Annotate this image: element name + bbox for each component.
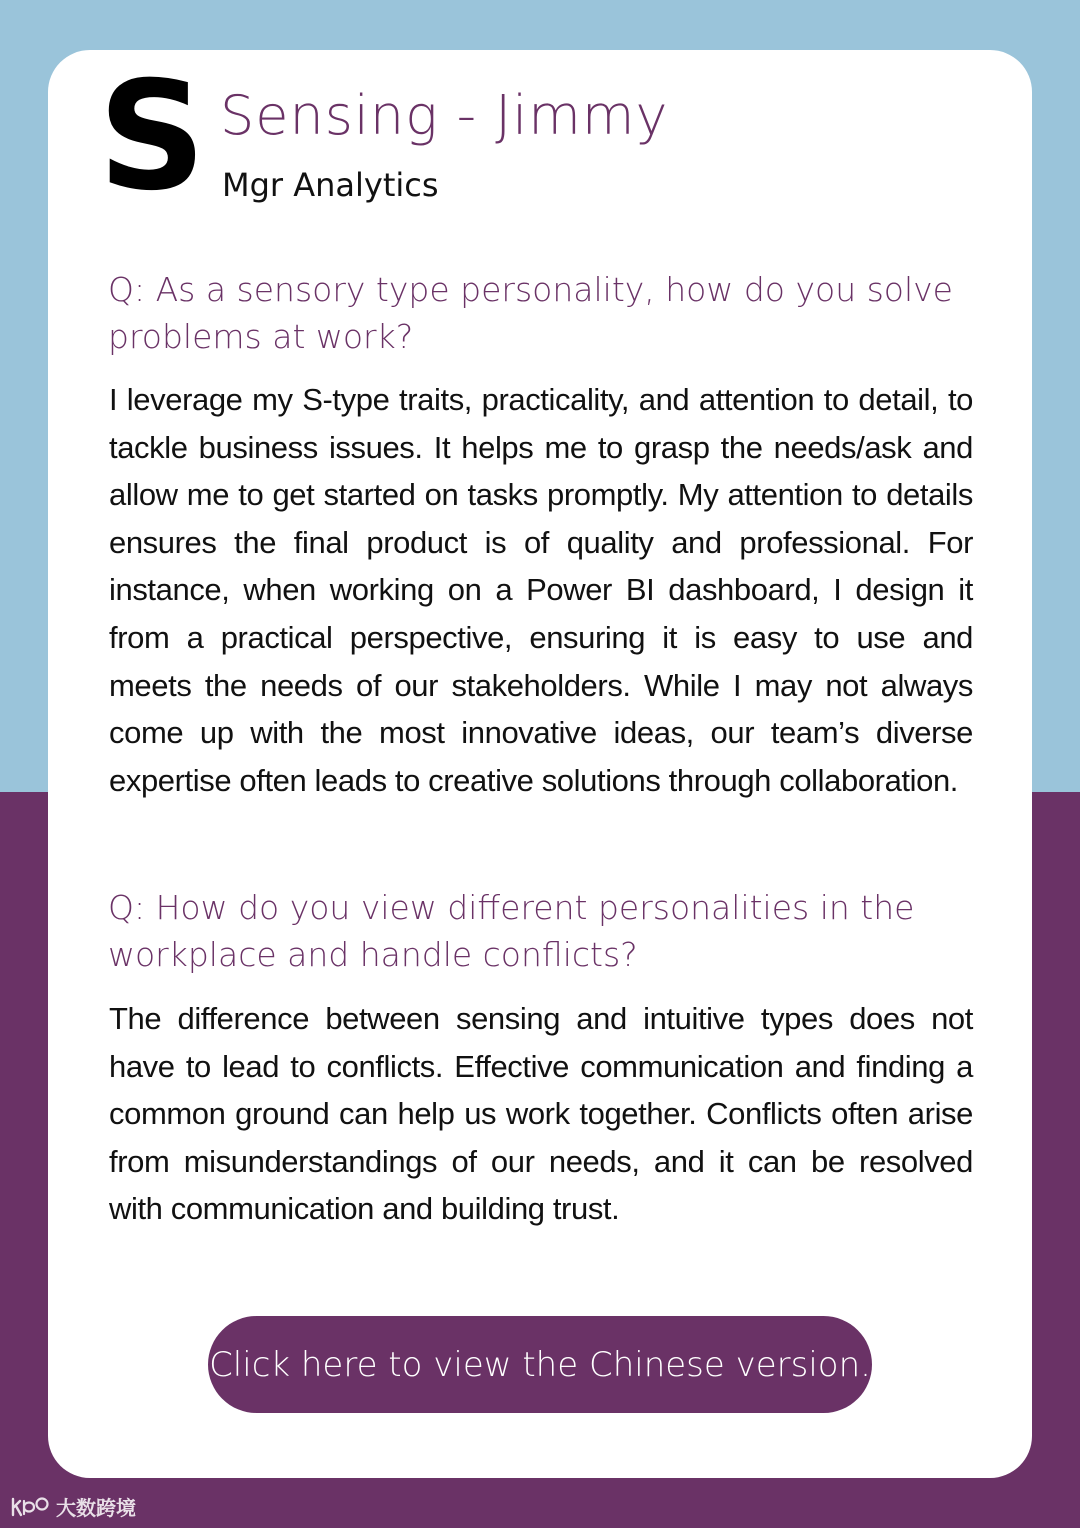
chinese-version-button[interactable]: Click here to view the Chinese version. — [208, 1316, 872, 1413]
profile-name: Sensing - Jimmy — [220, 84, 669, 147]
watermark — [10, 1492, 136, 1521]
watermark-text: 大数跨境 — [56, 1496, 136, 1520]
question-2: Q: How do you view different personalities in the workplace and handle conflicts? — [108, 888, 915, 974]
answer-2: The difference between sensing and intuitive types does not have to lead to conflicts. Effective communication and finding a common ground can help us work together. Conflicts often arise from misunderstandings of our needs, and it can be resolved with communication and building trust. — [109, 1001, 973, 1227]
question-1: Q: As a sensory type personality, how do you solve problems at work? — [108, 270, 953, 356]
personality-letter: S — [98, 50, 207, 224]
kdo-logo-icon — [10, 1495, 50, 1519]
answer-1: I leverage my S-type traits, practicality, and attention to detail, to tackle business issues. It helps me to grasp the needs/ask and allow me to get started on tasks promptly. My attention to details ensures the final product is of quality and professional. For instance, when working on a Power BI dashboard, I design it from a practical perspective, ensuring it is easy to use and meets the needs of our stakeholders. While I may not always come up with the most innovative ideas, our team’s diverse expertise often leads to creative solutions through collaboration. — [109, 382, 973, 798]
profile-role: Mgr Analytics — [222, 166, 439, 204]
